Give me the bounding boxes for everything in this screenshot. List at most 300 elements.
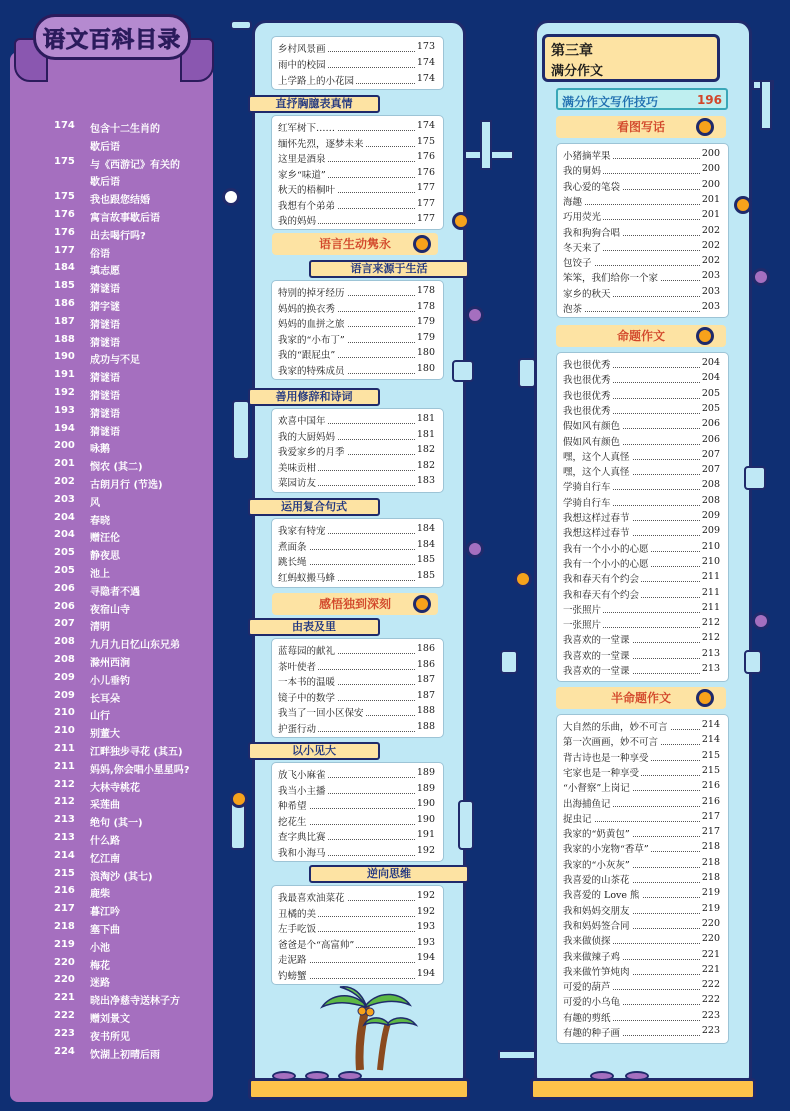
index-list bbox=[10, 120, 213, 1070]
index-page-number: 214 bbox=[54, 849, 75, 861]
dot-leader bbox=[563, 204, 720, 205]
toc-entry[interactable] bbox=[278, 659, 435, 674]
index-row bbox=[10, 565, 213, 583]
index-page-number: 213 bbox=[54, 814, 75, 826]
index-entry-title: 妈妈,你会唱小星星吗? bbox=[90, 764, 190, 776]
index-page-number: 176 bbox=[54, 226, 75, 238]
index-page-number: 202 bbox=[54, 476, 75, 487]
index-row bbox=[10, 672, 213, 690]
index-entry-title: 风 bbox=[90, 497, 100, 509]
big-section-ganwu: 感悟独到深刻 bbox=[272, 593, 438, 615]
toc-entry-page: 208 bbox=[701, 494, 720, 506]
toc-entry-title: 钓螃蟹 bbox=[278, 968, 309, 982]
toc-entry-title: 护蛋行动 bbox=[278, 721, 318, 735]
middle-base bbox=[248, 1078, 470, 1100]
index-entry-title: 猜谜语 bbox=[90, 337, 120, 349]
toc-entry[interactable] bbox=[278, 952, 435, 967]
toc-entry[interactable] bbox=[563, 994, 720, 1009]
toc-entry[interactable] bbox=[563, 887, 720, 902]
index-title-badge bbox=[33, 14, 191, 60]
toc-entry[interactable] bbox=[278, 829, 435, 844]
toc-entry-title: 我和妈妈交朋友 bbox=[563, 903, 632, 917]
toc-entry[interactable] bbox=[563, 270, 720, 285]
toc-entry[interactable] bbox=[278, 460, 435, 475]
ring-icon bbox=[222, 188, 240, 206]
toc-entry[interactable] bbox=[278, 814, 435, 829]
toc-entry-page: 219 bbox=[701, 887, 720, 899]
toc-entry[interactable] bbox=[278, 182, 435, 197]
index-entry-title: 江畔独步寻花 (其五) bbox=[90, 747, 183, 758]
middle-topbox bbox=[271, 36, 444, 90]
toc-entry-page: 191 bbox=[416, 829, 435, 840]
toc-entry-page: 188 bbox=[416, 720, 435, 732]
section-fuhe: 运用复合句式 bbox=[248, 498, 380, 516]
toc-entry[interactable] bbox=[563, 301, 720, 316]
toc-entry-page: 175 bbox=[416, 135, 435, 147]
toc-entry-page: 182 bbox=[416, 444, 435, 455]
toc-entry-page: 211 bbox=[701, 586, 720, 598]
toc-entry-page: 192 bbox=[416, 844, 435, 856]
index-entry-title: 猜谜语 bbox=[90, 319, 120, 331]
toc-entry[interactable] bbox=[563, 449, 720, 464]
index-entry-title: 包含十二生肖的 bbox=[90, 124, 160, 135]
toc-entry-title: 爸爸是个“高富帅” bbox=[278, 937, 356, 951]
toc-entry[interactable] bbox=[278, 968, 435, 983]
dot-leader bbox=[563, 311, 720, 312]
index-entry-title: 滁州西涧 bbox=[90, 658, 130, 669]
toc-entry[interactable] bbox=[278, 332, 435, 347]
index-row bbox=[10, 458, 213, 476]
toc-entry[interactable] bbox=[563, 918, 720, 933]
toc-entry[interactable] bbox=[563, 464, 720, 479]
toc-entry-title: 背古诗也是一种享受 bbox=[563, 750, 651, 764]
toc-entry[interactable] bbox=[278, 705, 435, 720]
index-row bbox=[10, 583, 213, 601]
pipe-right-joint bbox=[518, 358, 536, 388]
index-page-number: 203 bbox=[54, 493, 75, 505]
toc-entry[interactable] bbox=[278, 783, 435, 798]
toc-entry-title: 我想这样过春节 bbox=[563, 510, 632, 524]
toc-entry[interactable] bbox=[278, 475, 435, 490]
toc-entry-page: 220 bbox=[701, 917, 720, 929]
toc-entry[interactable] bbox=[563, 255, 720, 270]
toc-entry-title: 假如风有颜色 bbox=[563, 418, 622, 432]
toc-entry-title: 一本书的温暖 bbox=[278, 674, 337, 688]
index-row bbox=[10, 334, 213, 352]
toc-entry[interactable] bbox=[278, 316, 435, 331]
toc-entry[interactable] bbox=[563, 734, 720, 749]
toc-entry[interactable] bbox=[563, 602, 720, 617]
toc-entry[interactable] bbox=[563, 541, 720, 556]
index-entry-title: 猜谜语 bbox=[90, 284, 120, 296]
toc-entry[interactable] bbox=[563, 372, 720, 387]
toc-entry[interactable] bbox=[563, 179, 720, 194]
toc-entry-title: 茶叶使者 bbox=[278, 659, 318, 673]
middle-box3 bbox=[271, 408, 444, 493]
toc-entry-title: 我当了一回小区保安 bbox=[278, 705, 366, 719]
index-page-number: 206 bbox=[54, 600, 75, 612]
toc-entry-page: 203 bbox=[701, 301, 720, 312]
toc-entry-title: 我也很优秀 bbox=[563, 357, 613, 371]
index-entry-title: 浪淘沙 (其七) bbox=[90, 871, 153, 883]
toc-entry[interactable] bbox=[563, 525, 720, 540]
index-page-number: 211 bbox=[54, 743, 75, 754]
section-biaoli: 由表及里 bbox=[248, 618, 380, 636]
toc-entry[interactable] bbox=[278, 198, 435, 213]
toc-entry[interactable] bbox=[563, 403, 720, 418]
toc-entry-page: 218 bbox=[701, 841, 720, 853]
toc-entry-title: 有趣的种子画 bbox=[563, 1025, 622, 1039]
toc-entry-page: 177 bbox=[416, 182, 435, 193]
middle-box2 bbox=[271, 280, 444, 380]
toc-entry-title: 这里是酒泉 bbox=[278, 151, 328, 165]
index-page-number: 192 bbox=[54, 387, 75, 398]
index-entry-title: 我也跟您结婚 bbox=[90, 195, 150, 207]
index-page-number: 216 bbox=[54, 885, 75, 897]
toc-entry[interactable] bbox=[563, 648, 720, 663]
toc-entry-title: 红蚂蚁搬马蜂 bbox=[278, 570, 337, 584]
toc-entry[interactable] bbox=[563, 163, 720, 178]
toc-entry[interactable] bbox=[278, 57, 435, 72]
toc-entry[interactable] bbox=[563, 587, 720, 602]
knob-orange-2 bbox=[452, 212, 470, 230]
toc-entry-title: 我的妈妈 bbox=[278, 213, 318, 227]
index-page-number: 193 bbox=[54, 404, 75, 416]
toc-entry-title: 冬天来了 bbox=[563, 240, 603, 254]
toc-entry[interactable] bbox=[563, 765, 720, 780]
index-row bbox=[10, 903, 213, 921]
toc-entry-page: 180 bbox=[416, 362, 435, 374]
toc-entry-title: 笨笨，我们给你一个家 bbox=[563, 270, 660, 284]
toc-entry[interactable] bbox=[278, 539, 435, 554]
toc-entry-title: 左手吃饭 bbox=[278, 921, 318, 935]
toc-entry[interactable] bbox=[278, 890, 435, 905]
toc-entry[interactable] bbox=[278, 167, 435, 182]
index-row bbox=[10, 209, 213, 227]
index-row bbox=[10, 156, 213, 174]
toc-entry[interactable] bbox=[278, 767, 435, 782]
middle-box5 bbox=[271, 638, 444, 738]
toc-entry[interactable] bbox=[563, 194, 720, 209]
index-page-number: 210 bbox=[54, 725, 75, 737]
toc-entry[interactable] bbox=[563, 857, 720, 872]
badge-dot-1 bbox=[413, 235, 431, 253]
toc-entry-page: 216 bbox=[701, 780, 720, 792]
toc-entry-title: 我和春天有个约会 bbox=[563, 587, 641, 601]
toc-entry-page: 205 bbox=[701, 387, 720, 399]
toc-entry[interactable] bbox=[563, 495, 720, 510]
toc-entry[interactable] bbox=[563, 811, 720, 826]
toc-entry[interactable] bbox=[563, 964, 720, 979]
index-entry-title: 寓言故事歇后语 bbox=[90, 213, 160, 224]
index-entry-title: 填志愿 bbox=[90, 266, 120, 278]
index-row bbox=[10, 885, 213, 903]
toc-entry[interactable] bbox=[278, 429, 435, 444]
index-entry-title: 夜宿山寺 bbox=[90, 604, 130, 616]
index-row bbox=[10, 351, 213, 369]
toc-entry-title: 泡茶 bbox=[563, 301, 584, 315]
toc-entry-title: 缅怀先烈，逐梦未来 bbox=[278, 136, 366, 150]
index-row bbox=[10, 316, 213, 334]
toc-entry[interactable] bbox=[563, 872, 720, 887]
toc-entry[interactable] bbox=[563, 1010, 720, 1025]
toc-entry-page: 221 bbox=[701, 948, 720, 960]
index-entry-title: 暮江吟 bbox=[90, 907, 120, 919]
toc-entry-title: 我有一个小小的心愿 bbox=[563, 541, 651, 555]
index-row bbox=[10, 369, 213, 387]
toc-entry-page: 186 bbox=[416, 643, 435, 654]
toc-entry[interactable] bbox=[278, 554, 435, 569]
toc-entry-title: 乡村风景画 bbox=[278, 41, 328, 55]
index-row bbox=[10, 405, 213, 423]
index-page-number: 212 bbox=[54, 796, 75, 808]
toc-entry[interactable] bbox=[278, 347, 435, 362]
toc-entry[interactable] bbox=[278, 674, 435, 689]
toc-entry-page: 211 bbox=[701, 601, 720, 613]
index-row bbox=[10, 494, 213, 512]
toc-entry-title: 学骑自行车 bbox=[563, 479, 613, 493]
toc-entry[interactable] bbox=[278, 798, 435, 813]
toc-entry[interactable] bbox=[278, 921, 435, 936]
knob-orange-3 bbox=[514, 570, 532, 588]
index-row bbox=[10, 743, 213, 761]
toc-entry[interactable] bbox=[563, 796, 720, 811]
index-page-number: 217 bbox=[54, 903, 75, 915]
toc-entry-page: 212 bbox=[701, 632, 720, 644]
toc-entry[interactable] bbox=[563, 617, 720, 632]
toc-entry[interactable] bbox=[563, 949, 720, 964]
index-page-number: 205 bbox=[54, 547, 75, 559]
toc-entry[interactable] bbox=[563, 933, 720, 948]
toc-entry[interactable] bbox=[278, 906, 435, 921]
toc-entry-page: 215 bbox=[701, 764, 720, 776]
badge-dot-4 bbox=[696, 327, 714, 345]
toc-entry[interactable] bbox=[563, 556, 720, 571]
toc-entry-page: 189 bbox=[416, 782, 435, 794]
index-row bbox=[10, 921, 213, 939]
toc-entry-title: 美味贡柑 bbox=[278, 460, 318, 474]
index-page-number: 201 bbox=[54, 458, 75, 470]
toc-entry-page: 179 bbox=[416, 331, 435, 343]
toc-entry[interactable] bbox=[563, 632, 720, 647]
toc-entry-title: 我来做辣子鸡 bbox=[563, 949, 622, 963]
toc-entry-title: 出海捕鱼记 bbox=[563, 796, 613, 810]
toc-entry-title: 我的“跟屁虫” bbox=[278, 347, 337, 361]
index-row bbox=[10, 245, 213, 263]
toc-entry[interactable] bbox=[278, 120, 435, 135]
toc-entry[interactable] bbox=[563, 1025, 720, 1040]
toc-entry[interactable] bbox=[278, 285, 435, 300]
toc-entry-page: 189 bbox=[416, 767, 435, 778]
toc-entry-title: 可爱的小乌龟 bbox=[563, 994, 622, 1008]
toc-entry[interactable] bbox=[278, 643, 435, 658]
toc-entry[interactable] bbox=[278, 136, 435, 151]
toc-entry-title: 我也很优秀 bbox=[563, 372, 613, 386]
toc-entry[interactable] bbox=[563, 434, 720, 449]
toc-entry[interactable] bbox=[563, 571, 720, 586]
toc-entry[interactable] bbox=[563, 418, 720, 433]
toc-entry[interactable] bbox=[278, 570, 435, 585]
toc-entry[interactable] bbox=[278, 721, 435, 736]
toc-entry-title: 大自然的乐曲，妙不可言 bbox=[563, 719, 670, 733]
index-entry-title: 猜谜语 bbox=[90, 391, 120, 402]
toc-entry-page: 205 bbox=[701, 402, 720, 414]
index-entry-title: 赠汪伦 bbox=[90, 533, 120, 545]
index-entry-title: 山行 bbox=[90, 711, 110, 723]
index-entry-title: 什么路 bbox=[90, 836, 120, 847]
toc-entry-title: 挖花生 bbox=[278, 814, 309, 828]
index-entry-title: 猜谜语 bbox=[90, 373, 120, 385]
index-row bbox=[10, 832, 213, 850]
toc-entry[interactable] bbox=[563, 663, 720, 678]
toc-entry-page: 222 bbox=[701, 979, 720, 991]
toc-entry-page: 181 bbox=[416, 428, 435, 440]
middle-box4 bbox=[271, 518, 444, 588]
toc-entry-title: 有趣的剪纸 bbox=[563, 1010, 613, 1024]
toc-entry[interactable] bbox=[563, 780, 720, 795]
index-entry-title: 成功与不足 bbox=[90, 355, 140, 367]
toc-entry[interactable] bbox=[278, 413, 435, 428]
base-button-4 bbox=[590, 1071, 614, 1081]
toc-entry-page: 214 bbox=[701, 719, 720, 730]
index-row bbox=[10, 476, 213, 494]
toc-entry-title: 我喜欢的一堂课 bbox=[563, 663, 632, 677]
toc-entry-page: 211 bbox=[701, 571, 720, 583]
toc-entry[interactable] bbox=[563, 388, 720, 403]
toc-entry-title: 我家的“小灰灰” bbox=[563, 857, 632, 871]
toc-entry[interactable] bbox=[563, 240, 720, 255]
chapter-title: 第三章 bbox=[551, 43, 593, 59]
section-xiuci: 善用修辞和诗词 bbox=[248, 388, 380, 406]
toc-entry-page: 210 bbox=[701, 555, 720, 567]
toc-entry[interactable] bbox=[563, 286, 720, 301]
toc-entry[interactable] bbox=[563, 903, 720, 918]
index-page-number: 208 bbox=[54, 636, 75, 648]
toc-entry-title: 一张照片 bbox=[563, 617, 603, 631]
toc-entry[interactable] bbox=[278, 690, 435, 705]
toc-entry-page: 217 bbox=[701, 810, 720, 822]
toc-entry-page: 185 bbox=[416, 569, 435, 581]
toc-entry[interactable] bbox=[563, 479, 720, 494]
toc-entry[interactable] bbox=[563, 357, 720, 372]
index-row bbox=[10, 298, 213, 316]
index-entry-title: 别董大 bbox=[90, 729, 120, 741]
toc-entry[interactable] bbox=[278, 937, 435, 952]
index-page-number: 209 bbox=[54, 689, 75, 701]
toc-entry[interactable] bbox=[278, 301, 435, 316]
index-page-number: 222 bbox=[54, 1010, 75, 1021]
index-page-number: 208 bbox=[54, 654, 75, 665]
toc-entry-page: 200 bbox=[701, 163, 720, 175]
right-box2 bbox=[556, 352, 729, 682]
toc-entry-page: 218 bbox=[701, 872, 720, 883]
toc-entry-title: 可爱的葫芦 bbox=[563, 979, 613, 993]
toc-entry[interactable] bbox=[278, 363, 435, 378]
chapter-subtitle: 满分作文 bbox=[551, 64, 604, 79]
toc-entry-title: 家乡的秋天 bbox=[563, 286, 613, 300]
toc-entry-title: 我和妈妈签合同 bbox=[563, 918, 632, 932]
toc-entry-title: 嘿，这个人真怪 bbox=[563, 464, 632, 478]
pipe-bottom-link bbox=[498, 1050, 536, 1060]
toc-entry-title: 小猪摘苹果 bbox=[563, 148, 613, 162]
index-page-number: 175 bbox=[54, 155, 75, 167]
toc-entry[interactable] bbox=[563, 750, 720, 765]
toc-entry-title: 第一次画画，妙不可言 bbox=[563, 734, 660, 748]
toc-entry-title: 我和小海马 bbox=[278, 845, 328, 859]
toc-entry-page: 174 bbox=[416, 57, 435, 68]
toc-entry-title: 丑橘的美 bbox=[278, 906, 318, 920]
base-button-5 bbox=[625, 1071, 649, 1081]
toc-entry[interactable] bbox=[278, 845, 435, 860]
toc-entry-page: 176 bbox=[416, 151, 435, 162]
toc-entry[interactable] bbox=[278, 73, 435, 88]
toc-entry[interactable] bbox=[278, 41, 435, 56]
index-page-number: 223 bbox=[54, 1027, 75, 1039]
toc-entry-title: 欢喜中国年 bbox=[278, 413, 328, 427]
right-box1 bbox=[556, 143, 729, 318]
index-entry-title: 古朗月行 (节选) bbox=[90, 480, 163, 491]
big-section-banmingti: 半命题作文 bbox=[556, 687, 726, 709]
toc-entry-title: 镜子中的数学 bbox=[278, 690, 337, 704]
toc-entry-page: 203 bbox=[701, 270, 720, 282]
index-entry-title: 猜字谜 bbox=[90, 302, 120, 313]
toc-entry[interactable] bbox=[563, 209, 720, 224]
index-page-number: 188 bbox=[54, 333, 75, 345]
middle-box1 bbox=[271, 115, 444, 230]
right-base bbox=[530, 1078, 756, 1100]
index-title: 语文百科目录 bbox=[42, 28, 181, 53]
toc-entry-page: 202 bbox=[701, 255, 720, 267]
index-entry-title: 赠刘景文 bbox=[90, 1014, 130, 1025]
toc-entry[interactable] bbox=[563, 225, 720, 240]
index-entry-title: 大林寺桃花 bbox=[90, 782, 140, 794]
pipe-side-3 bbox=[458, 800, 474, 850]
toc-entry-page: 190 bbox=[416, 798, 435, 809]
index-page-number: 207 bbox=[54, 618, 75, 630]
toc-entry[interactable] bbox=[278, 444, 435, 459]
toc-entry-page: 192 bbox=[416, 905, 435, 917]
index-row bbox=[10, 707, 213, 725]
index-page-number: 205 bbox=[54, 565, 75, 576]
index-row bbox=[10, 547, 213, 565]
knob-purple-4 bbox=[752, 612, 770, 630]
toc-entry[interactable] bbox=[563, 979, 720, 994]
index-page-number: 186 bbox=[54, 298, 75, 309]
index-page-number: 218 bbox=[54, 921, 75, 932]
toc-entry-page: 223 bbox=[701, 1025, 720, 1036]
toc-entry[interactable] bbox=[563, 510, 720, 525]
toc-entry-page: 181 bbox=[416, 413, 435, 424]
index-row bbox=[10, 120, 213, 138]
index-row bbox=[10, 636, 213, 654]
toc-entry[interactable] bbox=[278, 213, 435, 228]
toc-entry-title: 我心爱的笔袋 bbox=[563, 179, 622, 193]
toc-entry-page: 222 bbox=[701, 994, 720, 1006]
toc-entry[interactable] bbox=[563, 719, 720, 734]
toc-entry-title: 我喜爱的 Love 熊 bbox=[563, 887, 642, 901]
toc-entry-page: 219 bbox=[701, 902, 720, 914]
index-row bbox=[10, 529, 213, 547]
toc-entry[interactable] bbox=[563, 826, 720, 841]
toc-entry[interactable] bbox=[278, 151, 435, 166]
index-row bbox=[10, 779, 213, 797]
toc-entry[interactable] bbox=[563, 841, 720, 856]
toc-entry-page: 174 bbox=[416, 73, 435, 84]
toc-entry[interactable] bbox=[278, 523, 435, 538]
index-page-number: 191 bbox=[54, 369, 75, 381]
toc-entry[interactable] bbox=[563, 148, 720, 163]
index-page-number: 220 bbox=[54, 956, 75, 968]
